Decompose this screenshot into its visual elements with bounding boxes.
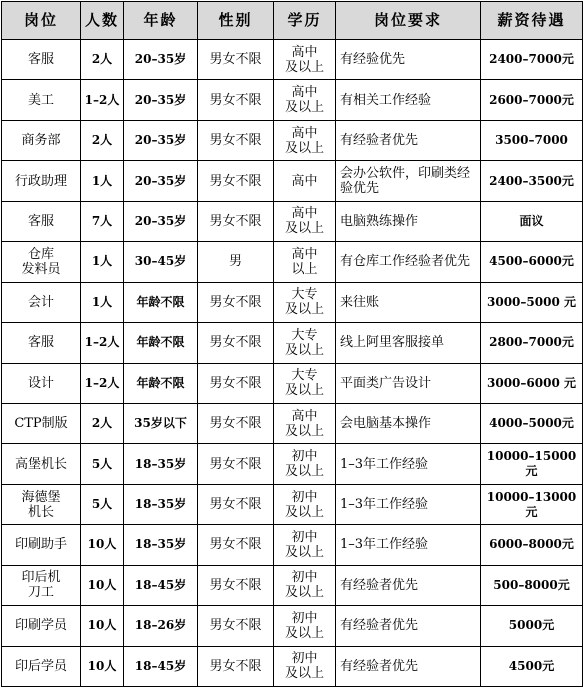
count-cell: 1人: [81, 242, 124, 282]
header-count: 人数: [81, 2, 124, 40]
gender-cell: 男女不限: [198, 161, 274, 201]
salary-cell: 4500–6000元: [481, 242, 583, 282]
header-salary: 薪资待遇: [481, 2, 583, 40]
position-cell: 海德堡 机长: [2, 484, 81, 524]
gender-cell: 男女不限: [198, 565, 274, 605]
position-cell: 客服: [2, 201, 81, 241]
table-row: [2, 201, 583, 241]
count-cell: 10人: [81, 606, 124, 646]
table-row: [2, 444, 583, 484]
position-cell: 印刷助手: [2, 525, 81, 565]
requirement-cell: 电脑熟练操作: [336, 201, 481, 241]
education-cell: 高中 及以上: [274, 201, 336, 241]
position-cell: 印后学员: [2, 646, 81, 686]
table-row: [2, 323, 583, 363]
gender-cell: 男女不限: [198, 646, 274, 686]
requirement-cell: 有经验者优先: [336, 646, 481, 686]
requirement-cell: 有经验者优先: [336, 565, 481, 605]
requirement-cell: 有仓库工作经验者优先: [336, 242, 481, 282]
salary-cell: 10000–15000元: [481, 444, 583, 484]
age-cell: 20–35岁: [124, 120, 198, 160]
table-row: [2, 363, 583, 403]
education-cell: 高中 及以上: [274, 403, 336, 443]
gender-cell: 男: [198, 242, 274, 282]
age-cell: 18–26岁: [124, 606, 198, 646]
salary-cell: 2800–7000元: [481, 323, 583, 363]
salary-cell: 3000–6000 元: [481, 363, 583, 403]
count-cell: 5人: [81, 484, 124, 524]
education-cell: 初中 及以上: [274, 565, 336, 605]
requirement-cell: 会电脑基本操作: [336, 403, 481, 443]
age-cell: 20–35岁: [124, 80, 198, 120]
position-cell: 会计: [2, 282, 81, 322]
gender-cell: 男女不限: [198, 363, 274, 403]
age-cell: 年龄不限: [124, 323, 198, 363]
table-body: [2, 40, 583, 687]
header-age: 年龄: [124, 2, 198, 40]
table-row: [2, 646, 583, 686]
salary-cell: 面议: [481, 201, 583, 241]
requirement-cell: 1–3年工作经验: [336, 444, 481, 484]
gender-cell: 男女不限: [198, 403, 274, 443]
age-cell: 35岁以下: [124, 403, 198, 443]
requirement-cell: 1–3年工作经验: [336, 484, 481, 524]
position-cell: 商务部: [2, 120, 81, 160]
requirement-cell: 有经验者优先: [336, 606, 481, 646]
salary-cell: 4500元: [481, 646, 583, 686]
table-row: [2, 282, 583, 322]
header-gender: 性别: [198, 2, 274, 40]
education-cell: 初中 及以上: [274, 646, 336, 686]
education-cell: 大专 及以上: [274, 323, 336, 363]
table-row: [2, 565, 583, 605]
header-education: 学历: [274, 2, 336, 40]
count-cell: 7人: [81, 201, 124, 241]
gender-cell: 男女不限: [198, 80, 274, 120]
age-cell: 18–35岁: [124, 525, 198, 565]
gender-cell: 男女不限: [198, 444, 274, 484]
table-row: [2, 40, 583, 80]
age-cell: 年龄不限: [124, 363, 198, 403]
count-cell: 1人: [81, 161, 124, 201]
count-cell: 5人: [81, 444, 124, 484]
requirement-cell: 有经验优先: [336, 40, 481, 80]
table-row: [2, 403, 583, 443]
count-cell: 10人: [81, 525, 124, 565]
header-requirement: 岗位要求: [336, 2, 481, 40]
gender-cell: 男女不限: [198, 40, 274, 80]
age-cell: 年龄不限: [124, 282, 198, 322]
count-cell: 1–2人: [81, 363, 124, 403]
gender-cell: 男女不限: [198, 282, 274, 322]
requirement-cell: 平面类广告设计: [336, 363, 481, 403]
gender-cell: 男女不限: [198, 120, 274, 160]
position-cell: 设计: [2, 363, 81, 403]
education-cell: 初中 及以上: [274, 606, 336, 646]
age-cell: 18–35岁: [124, 444, 198, 484]
gender-cell: 男女不限: [198, 323, 274, 363]
age-cell: 20–35岁: [124, 40, 198, 80]
count-cell: 2人: [81, 403, 124, 443]
requirement-cell: 有相关工作经验: [336, 80, 481, 120]
table-row: [2, 484, 583, 524]
table-row: [2, 80, 583, 120]
education-cell: 高中 及以上: [274, 40, 336, 80]
gender-cell: 男女不限: [198, 525, 274, 565]
gender-cell: 男女不限: [198, 484, 274, 524]
education-cell: 高中: [274, 161, 336, 201]
salary-cell: 2400–7000元: [481, 40, 583, 80]
age-cell: 30–45岁: [124, 242, 198, 282]
table-row: [2, 161, 583, 201]
salary-cell: 2400–3500元: [481, 161, 583, 201]
education-cell: 高中 以上: [274, 242, 336, 282]
age-cell: 18–45岁: [124, 565, 198, 605]
education-cell: 大专 及以上: [274, 282, 336, 322]
position-cell: 仓库 发料员: [2, 242, 81, 282]
count-cell: 1–2人: [81, 80, 124, 120]
position-cell: 美工: [2, 80, 81, 120]
requirement-cell: 有经验者优先: [336, 120, 481, 160]
salary-cell: 5000元: [481, 606, 583, 646]
salary-cell: 2600–7000元: [481, 80, 583, 120]
position-cell: 印后机 刀工: [2, 565, 81, 605]
position-cell: 客服: [2, 40, 81, 80]
header-position: 岗位: [2, 2, 81, 40]
table-row: [2, 606, 583, 646]
salary-cell: 500–8000元: [481, 565, 583, 605]
count-cell: 2人: [81, 40, 124, 80]
position-cell: 印刷学员: [2, 606, 81, 646]
gender-cell: 男女不限: [198, 606, 274, 646]
position-cell: 高堡机长: [2, 444, 81, 484]
table-row: [2, 525, 583, 565]
education-cell: 初中 及以上: [274, 484, 336, 524]
age-cell: 18–35岁: [124, 484, 198, 524]
age-cell: 20–35岁: [124, 161, 198, 201]
gender-cell: 男女不限: [198, 201, 274, 241]
count-cell: 2人: [81, 120, 124, 160]
requirement-cell: 线上阿里客服接单: [336, 323, 481, 363]
education-cell: 大专 及以上: [274, 363, 336, 403]
salary-cell: 3500–7000: [481, 120, 583, 160]
position-cell: 客服: [2, 323, 81, 363]
table-header-row: [2, 2, 583, 40]
count-cell: 1–2人: [81, 323, 124, 363]
count-cell: 10人: [81, 565, 124, 605]
education-cell: 高中 及以上: [274, 120, 336, 160]
recruitment-table: [1, 1, 583, 687]
position-cell: CTP制版: [2, 403, 81, 443]
age-cell: 20–35岁: [124, 201, 198, 241]
salary-cell: 6000–8000元: [481, 525, 583, 565]
count-cell: 10人: [81, 646, 124, 686]
salary-cell: 3000–5000 元: [481, 282, 583, 322]
requirement-cell: 1–3年工作经验: [336, 525, 481, 565]
education-cell: 初中 及以上: [274, 525, 336, 565]
education-cell: 初中 及以上: [274, 444, 336, 484]
requirement-cell: 会办公软件，印刷类经验优先: [336, 161, 481, 201]
salary-cell: 10000–13000元: [481, 484, 583, 524]
table-row: [2, 242, 583, 282]
education-cell: 高中 及以上: [274, 80, 336, 120]
age-cell: 18–45岁: [124, 646, 198, 686]
requirement-cell: 来往账: [336, 282, 481, 322]
table-row: [2, 120, 583, 160]
salary-cell: 4000–5000元: [481, 403, 583, 443]
position-cell: 行政助理: [2, 161, 81, 201]
count-cell: 1人: [81, 282, 124, 322]
